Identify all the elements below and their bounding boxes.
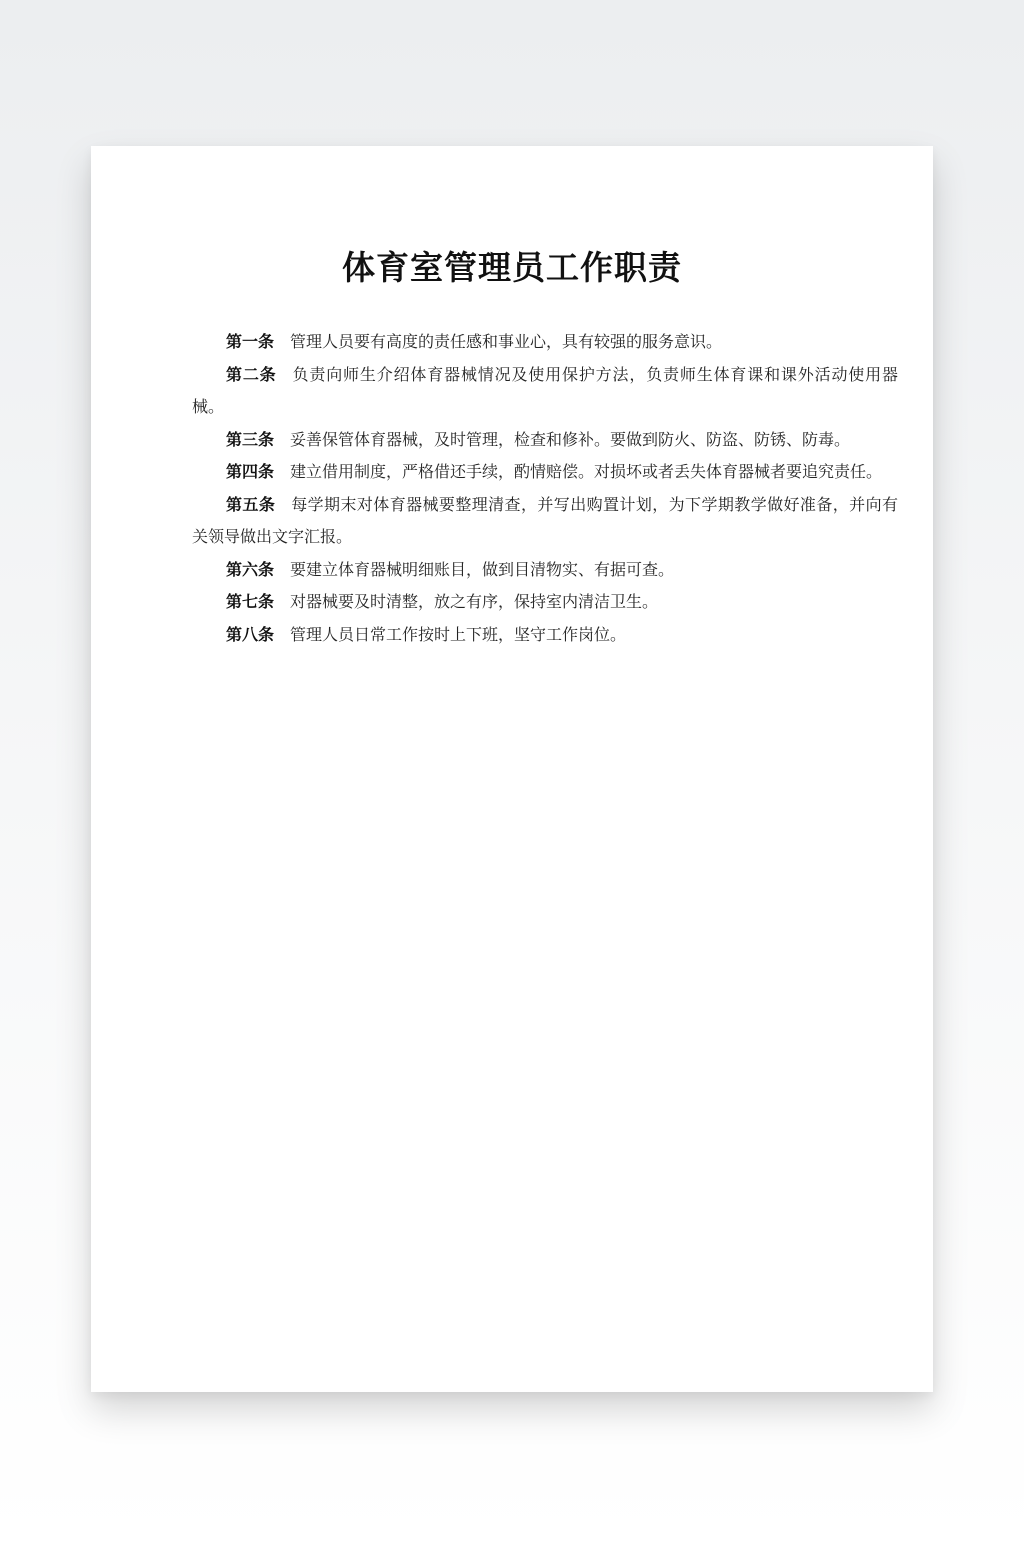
article-number: 第四条 [226,462,275,481]
article-list [192,326,898,651]
document-title: 体育室管理员工作职责 [342,248,682,287]
article-4 [192,456,898,489]
article-2 [192,359,898,424]
article-text: 要建立体育器械明细账目，做到目清物实、有据可查。 [290,559,675,579]
article-text: 建立借用制度，严格借还手续，酌情赔偿。对损坏或者丢失体育器械者要追究责任。 [290,462,883,481]
article-text: 负责向师生介绍体育器械情况及使用保护方法，负责师生体育课和课外活动使用器械。 [192,364,898,416]
article-number: 第八条 [226,624,275,644]
article-number: 第二条 [226,364,277,384]
article-7 [192,586,898,619]
document-page [91,146,933,1392]
article-number: 第七条 [226,592,275,611]
article-number: 第三条 [226,429,275,449]
article-text: 管理人员日常工作按时上下班，坚守工作岗位。 [290,624,627,644]
article-text: 妥善保管体育器械，及时管理，检查和修补。要做到防火、防盗、防锈、防毒。 [290,429,851,449]
article-1 [192,326,898,359]
article-number: 第五条 [226,494,276,514]
article-5 [192,489,898,554]
article-8 [192,619,898,652]
article-text: 每学期末对体育器械要整理清查，并写出购置计划，为下学期教学做好准备，并向有关领导做出文字汇报。 [192,494,898,546]
article-3 [192,424,898,457]
article-number: 第六条 [226,559,275,579]
article-number: 第一条 [226,332,275,351]
article-text: 对器械要及时清整，放之有序，保持室内清洁卫生。 [290,592,659,611]
article-6 [192,554,898,587]
article-text: 管理人员要有高度的责任感和事业心，具有较强的服务意识。 [290,332,723,351]
